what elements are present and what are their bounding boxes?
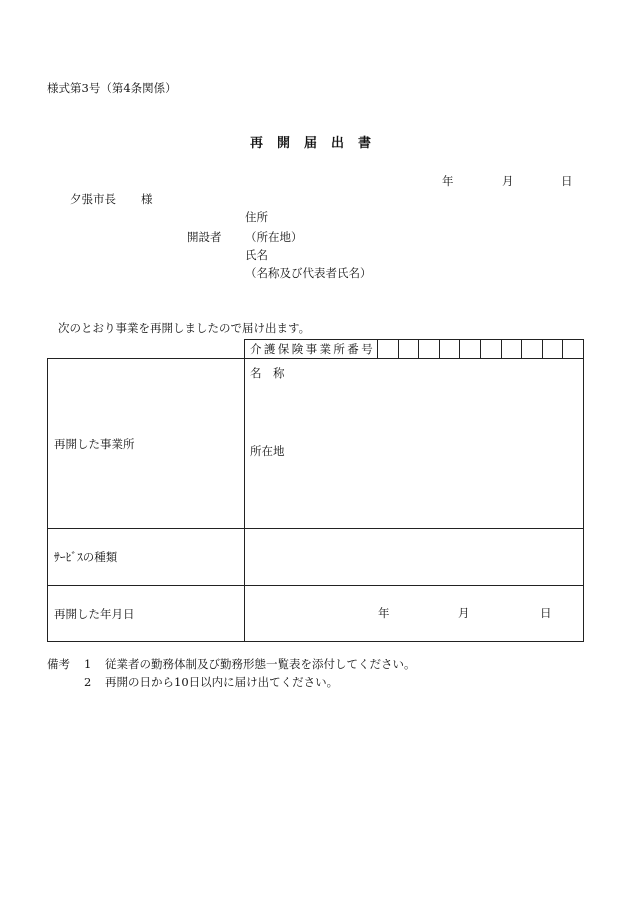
office-number-label: 介護保険事業所番号 <box>250 342 376 356</box>
office-number-digit-cell <box>521 340 542 358</box>
reopen-year-label: 年 <box>378 606 390 620</box>
form-number: 様式第3号（第4条関係） <box>47 81 177 95</box>
office-number-digit-cell <box>562 340 583 358</box>
applicant-address-label: 住所 <box>245 210 268 224</box>
note-number: 1 <box>84 657 92 671</box>
date-day-label: 日 <box>561 174 573 188</box>
office-row-label: 再開した事業所 <box>48 359 245 528</box>
applicant-name-label: 氏名 <box>245 248 268 262</box>
form-title: 再開届出書 <box>250 136 386 151</box>
note-number: 2 <box>84 675 92 689</box>
office-number-digit-cell <box>439 340 460 358</box>
office-number-digit-cell <box>459 340 480 358</box>
office-number-digit-cell <box>480 340 501 358</box>
table-row-reopen-date <box>48 586 583 641</box>
office-number-row <box>244 339 584 359</box>
office-number-digit-cell <box>398 340 419 358</box>
reopen-day-label: 日 <box>540 606 552 620</box>
office-number-digit-cell <box>418 340 439 358</box>
applicant-name-note: （名称及び代表者氏名） <box>245 266 372 280</box>
service-type-cell <box>245 529 583 585</box>
statement-text: 次のとおり事業を再開しましたので届け出ます。 <box>58 321 311 335</box>
service-type-label: ｻｰﾋﾞｽの種類 <box>48 529 245 585</box>
applicant-role-label: 開設者 <box>187 230 222 244</box>
office-number-digit-cell <box>542 340 563 358</box>
note-text: 再開の日から10日以内に届け出てください。 <box>105 675 339 689</box>
addressee-name: 夕張市長 <box>70 192 116 206</box>
reopen-date-cell <box>245 586 583 641</box>
office-address-label: 所在地 <box>250 444 285 458</box>
office-number-digit-cell <box>501 340 522 358</box>
date-year-label: 年 <box>442 174 454 188</box>
office-name-label: 名 称 <box>250 366 285 380</box>
date-month-label: 月 <box>502 174 514 188</box>
reopen-month-label: 月 <box>458 606 470 620</box>
reopen-date-label: 再開した年月日 <box>48 586 245 641</box>
applicant-address-note: （所在地） <box>245 230 303 244</box>
office-details-cell <box>245 359 583 528</box>
reopen-details-table <box>47 358 584 642</box>
notes-label: 備考 <box>47 657 70 671</box>
office-number-digit-cell <box>377 340 398 358</box>
table-row-service-type <box>48 529 583 586</box>
addressee-honorific: 様 <box>141 192 153 206</box>
table-row-office <box>48 359 583 529</box>
note-text: 従業者の勤務体制及び勤務形態一覧表を添付してください。 <box>105 657 416 671</box>
